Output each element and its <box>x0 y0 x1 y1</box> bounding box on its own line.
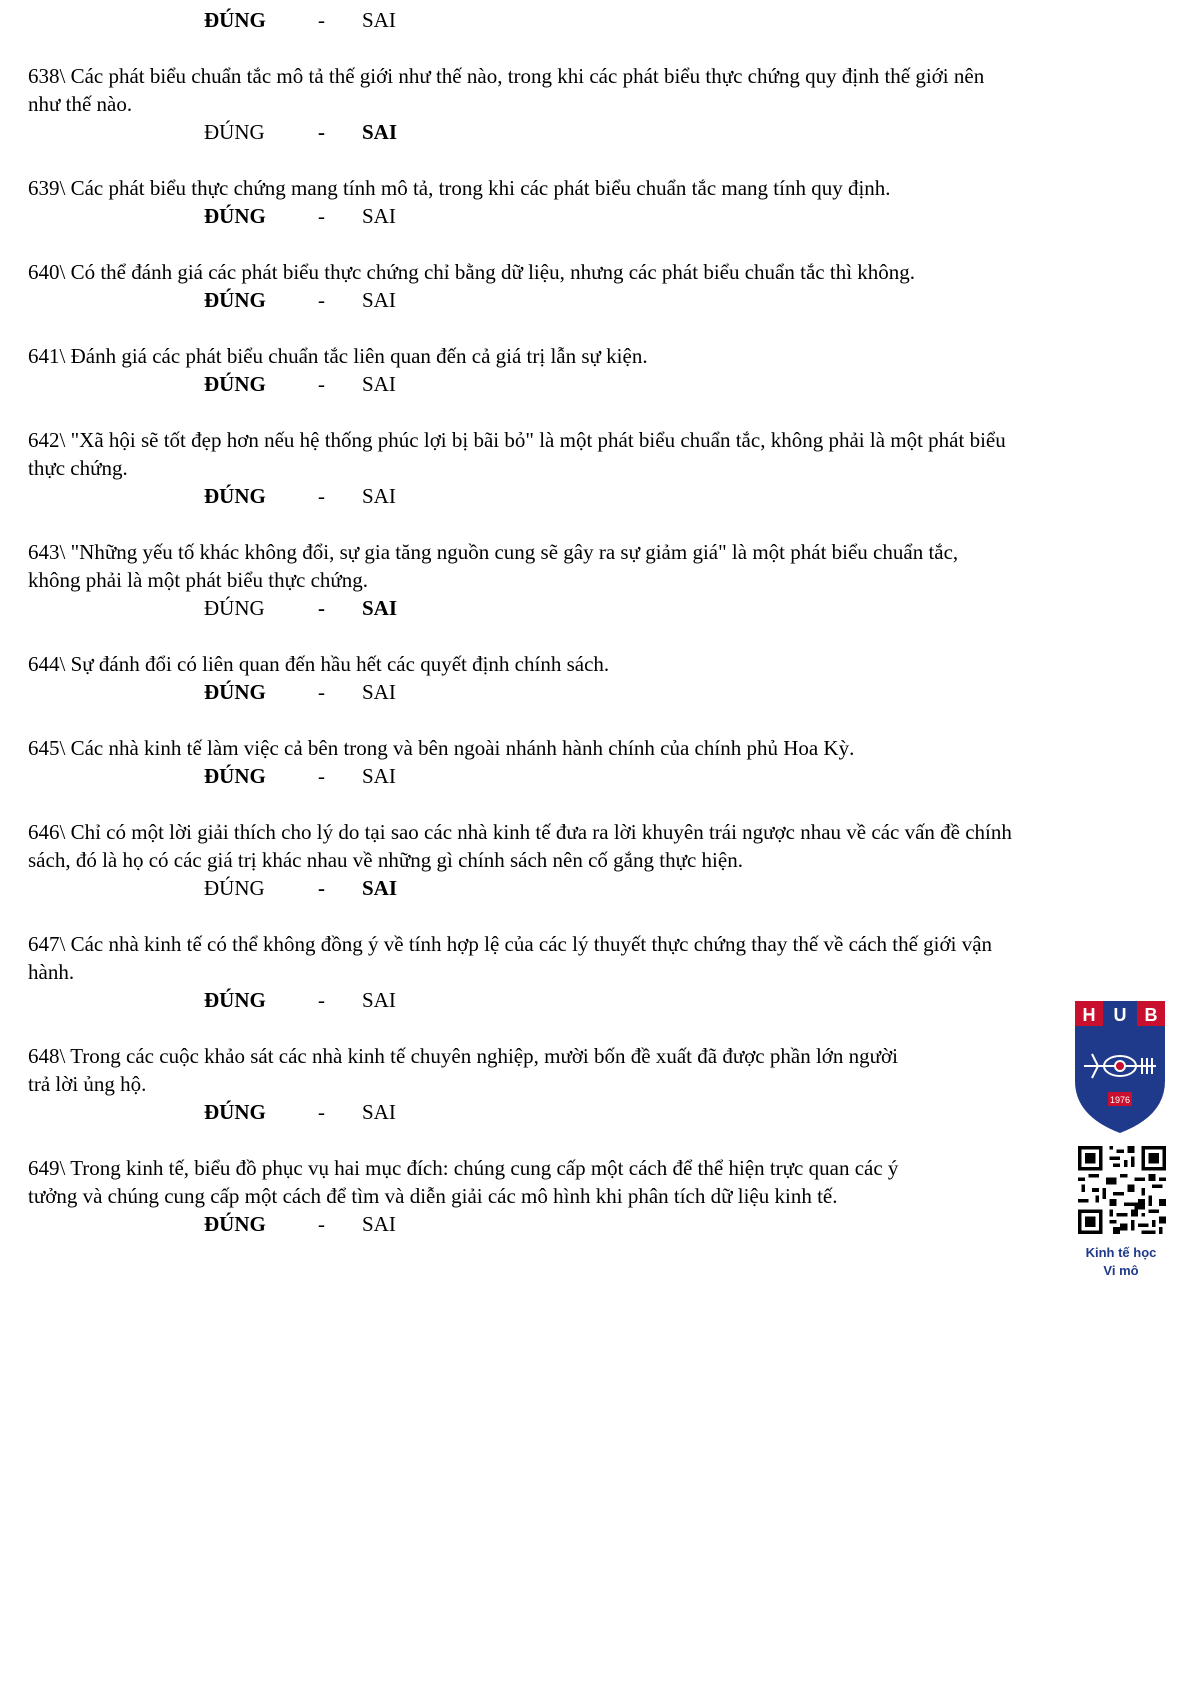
option-separator: - <box>318 876 325 900</box>
question-text-line: thực chứng. <box>28 456 128 480</box>
option-false: SAI <box>362 1212 396 1236</box>
question-text-line: 645\ Các nhà kinh tế làm việc cả bên trong và bên ngoài nhánh hành chính của chính phủ Hoa Kỳ. <box>28 736 855 760</box>
question-text-line: 639\ Các phát biểu thực chứng mang tính mô tả, trong khi các phát biểu chuẩn tắc mang tính quy định. <box>28 176 891 200</box>
option-false: SAI <box>362 596 398 620</box>
option-false: SAI <box>362 484 396 508</box>
caption-line: Kinh tế học <box>1085 1245 1157 1260</box>
question-text-line: 644\ Sự đánh đổi có liên quan đến hầu hết các quyết định chính sách. <box>28 652 610 676</box>
option-separator: - <box>318 288 325 312</box>
question-text-line: trả lời ủng hộ. <box>28 1072 147 1096</box>
option-separator: - <box>318 1212 325 1236</box>
question-text-line: 649\ Trong kinh tế, biểu đồ phục vụ hai mục đích: chúng cung cấp một cách để thể hiện trực quan các ý <box>28 1156 899 1180</box>
option-separator: - <box>318 484 325 508</box>
question-text-line: hành. <box>28 960 75 984</box>
option-separator: - <box>318 596 325 620</box>
question-text-line: tưởng và chúng cung cấp một cách để tìm và diễn giải các mô hình khi phân tích dữ liệu kinh tế. <box>28 1184 838 1208</box>
option-true: ĐÚNG <box>204 680 266 704</box>
option-true: ĐÚNG <box>204 764 266 788</box>
logo-letter: U <box>1113 1005 1127 1025</box>
option-separator: - <box>318 120 325 144</box>
option-separator: - <box>318 1100 325 1124</box>
option-true: ĐÚNG <box>204 1212 266 1236</box>
question-text-line: như thế nào. <box>28 92 133 116</box>
logo-letter: H <box>1082 1005 1096 1025</box>
question-text-line: 641\ Đánh giá các phát biểu chuẩn tắc liên quan đến cả giá trị lẫn sự kiện. <box>28 344 648 368</box>
option-false: SAI <box>362 8 396 32</box>
hub-logo <box>1070 996 1170 1136</box>
option-separator: - <box>318 204 325 228</box>
question-text-line: 642\ "Xã hội sẽ tốt đẹp hơn nếu hệ thống phúc lợi bị bãi bỏ" là một phát biểu chuẩn tắc, không phải là một phát biểu <box>28 428 1006 452</box>
option-true: ĐÚNG <box>204 1100 266 1124</box>
option-true: ĐÚNG <box>204 596 265 620</box>
option-true: ĐÚNG <box>204 988 266 1012</box>
option-false: SAI <box>362 876 398 900</box>
option-separator: - <box>318 764 325 788</box>
option-false: SAI <box>362 764 396 788</box>
logo-letter: B <box>1144 1005 1158 1025</box>
option-false: SAI <box>362 288 396 312</box>
option-true: ĐÚNG <box>204 204 266 228</box>
option-false: SAI <box>362 680 396 704</box>
option-true: ĐÚNG <box>204 876 265 900</box>
question-text-line: 638\ Các phát biểu chuẩn tắc mô tả thế giới như thế nào, trong khi các phát biểu thực chứng quy định thế giới nên <box>28 64 985 88</box>
qr-code <box>1078 1146 1166 1234</box>
question-text-line: sách, đó là họ có các giá trị khác nhau về những gì chính sách nên cố gắng thực hiện. <box>28 848 743 872</box>
question-text-line: 648\ Trong các cuộc khảo sát các nhà kinh tế chuyên nghiệp, mười bốn đề xuất đã được phần lớn người <box>28 1044 898 1068</box>
question-text-line: 647\ Các nhà kinh tế có thể không đồng ý về tính hợp lệ của các lý thuyết thực chứng thay thế về cách thế giới vận <box>28 932 993 956</box>
logo-caption <box>1060 1244 1182 1280</box>
option-true: ĐÚNG <box>204 372 266 396</box>
option-false: SAI <box>362 1100 396 1124</box>
option-false: SAI <box>362 204 396 228</box>
question-text-line: 643\ "Những yếu tố khác không đổi, sự gia tăng nguồn cung sẽ gây ra sự giảm giá" là một phát biểu chuẩn tắc, <box>28 540 959 564</box>
option-separator: - <box>318 372 325 396</box>
option-separator: - <box>318 988 325 1012</box>
question-text-line: không phải là một phát biểu thực chứng. <box>28 568 369 592</box>
option-false: SAI <box>362 988 396 1012</box>
option-false: SAI <box>362 372 396 396</box>
option-true: ĐÚNG <box>204 484 266 508</box>
question-text-line: 640\ Có thể đánh giá các phát biểu thực chứng chỉ bằng dữ liệu, nhưng các phát biểu chuẩn tắc thì không. <box>28 260 916 284</box>
caption-line: Vi mô <box>1103 1263 1139 1278</box>
option-separator: - <box>318 8 325 32</box>
option-false: SAI <box>362 120 398 144</box>
option-separator: - <box>318 680 325 704</box>
option-true: ĐÚNG <box>204 120 265 144</box>
option-true: ĐÚNG <box>204 288 266 312</box>
question-text-line: 646\ Chỉ có một lời giải thích cho lý do tại sao các nhà kinh tế đưa ra lời khuyên trái ngược nhau về các vấn đề chính <box>28 820 1012 844</box>
logo-year: 1976 <box>1109 1095 1131 1105</box>
option-true: ĐÚNG <box>204 8 266 32</box>
